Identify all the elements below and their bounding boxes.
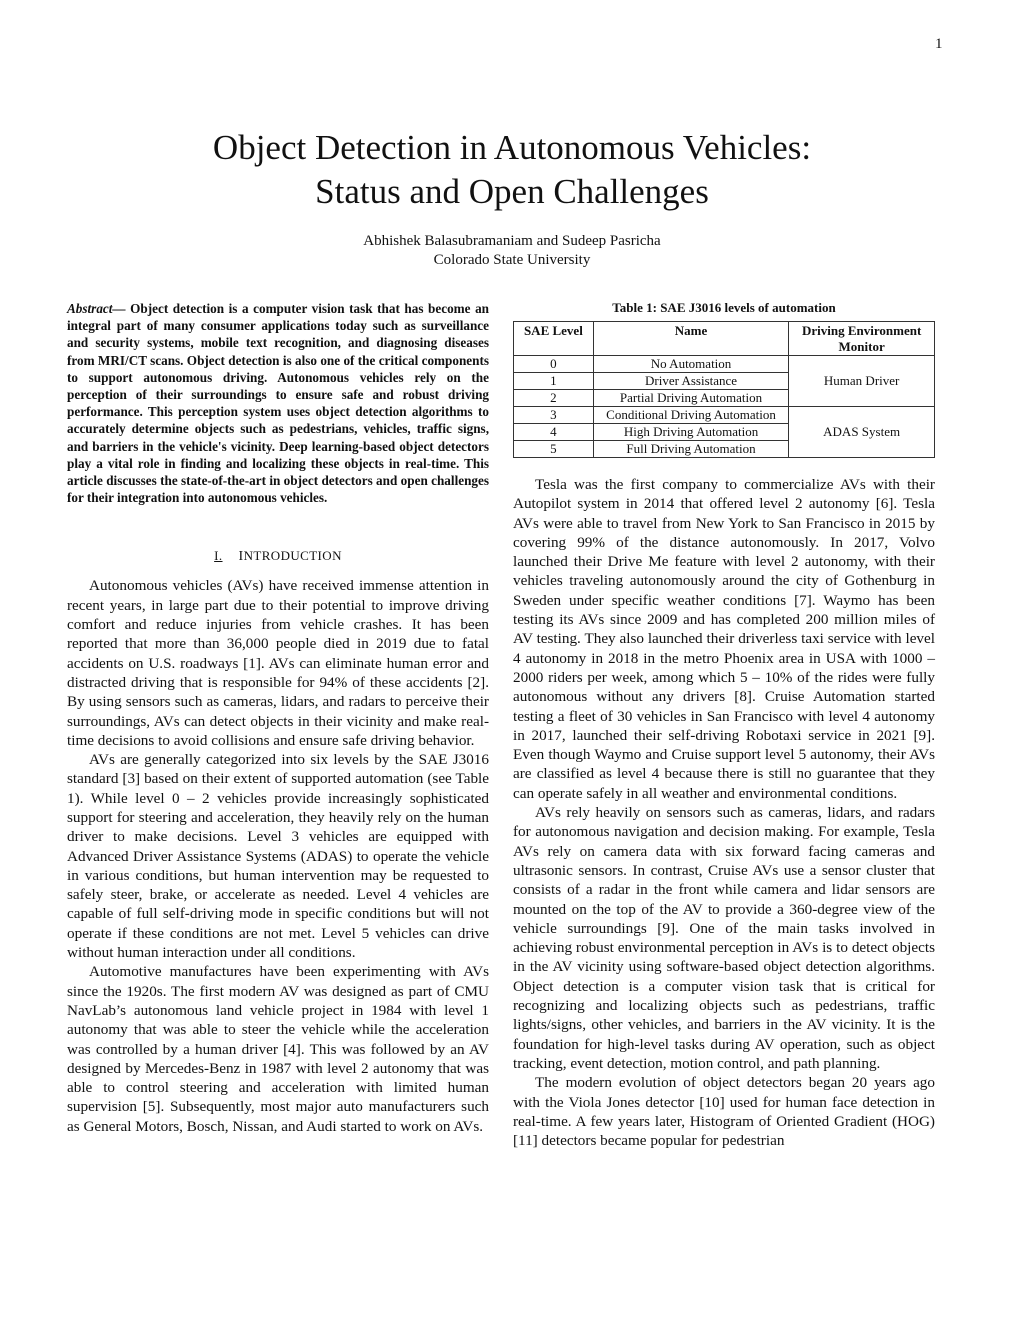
cell-level: 2 — [514, 390, 594, 407]
intro-paragraph-3: Automotive manufactures have been experimenting with AVs since the 1920s. The first modern AV was designed as part of CMU NavLab’s autonomous land vehicle project in 1984 with level 1 autonomy that was able to steer the vehicle while the acceleration was controlled by a human driver [4]. This was followed by an AV designed by Mercedes-Benz in 1987 with level 2 autonomy that was able to control steering and acceleration with limited human supervision [5]. Subsequently, most major auto manufacturers such as General Motors, Bosch, Nissan, and Audi started to work on AVs. — [67, 963, 489, 1135]
affiliation: Colorado State University — [433, 252, 591, 268]
section-number: I. — [214, 548, 223, 564]
cell-level: 0 — [514, 356, 594, 373]
table-caption: Table 1: SAE J3016 levels of automation — [612, 300, 836, 315]
header-monitor: Driving Environment Monitor — [789, 322, 935, 356]
paper-title — [60, 126, 964, 214]
intro-paragraph-1: Autonomous vehicles (AVs) have received immense attention in recent years, in large part due to their potential to improve driving comfort and reduce injuries from vehicle crashes. It has been reported that more than 36,000 people died in 2019 due to fatal accidents on U.S. roadways [1]. AVs can eliminate human error and distracted driving that is responsible for 94% of these accidents [2]. By using sensors such as cameras, lidars, and radars to perceive their surroundings, AVs can detect objects in their vicinity and make real-time decisions to avoid collisions and ensure safe driving behavior. — [67, 577, 489, 749]
title-line-2: Status and Open Challenges — [315, 172, 709, 211]
cell-name: Driver Assistance — [593, 373, 788, 390]
authors: Abhishek Balasubramaniam and Sudeep Pasricha — [363, 233, 661, 249]
section-title-rest: NTRODUCTION — [243, 548, 342, 564]
cell-name: No Automation — [593, 356, 788, 373]
cell-monitor-adas: ADAS System — [789, 407, 935, 458]
body-paragraph-1: Tesla was the first company to commercialize AVs with their Autopilot system in 2014 that offered level 2 autonomy [6]. Tesla AVs were able to travel from New York to San Francisco in 2015 by covering 99% of the distance autonomously. In 2017, Volvo launched their Drive Me feature with level 2 autonomy, with their vehicles traveling autonomously around the city of Gothenburg in Sweden under specific weather conditions [7]. Waymo has been testing its AVs since 2009 and has completed 200 million miles of AV testing. They also launched their driverless taxi service with level 4 autonomy in 2018 in the metro Phoenix area in USA with 1000 – 2000 riders per week, among which 5 – 10% of the rides were fully autonomous without any drivers [8]. Cruise Automation started testing a fleet of 30 vehicles in San Francisco with level 4 autonomy in 2017, launched their self-driving Robotaxi service in 2021 [9]. Even though Waymo and Cruise support level 5 autonomy, their AVs are classified as level 4 because there is still no guarantee that they can operate safely in all weather and environmental conditions. — [513, 476, 935, 802]
cell-name: Conditional Driving Automation — [593, 407, 788, 424]
cell-level: 3 — [514, 407, 594, 424]
abstract — [67, 300, 489, 506]
right-column — [513, 300, 935, 1150]
left-column — [67, 300, 489, 1136]
sae-levels-table — [513, 321, 935, 458]
cell-monitor-human: Human Driver — [789, 356, 935, 407]
body-paragraph-3: The modern evolution of object detectors began 20 years ago with the Viola Jones detector [10] used for human face detection in real-time. A few years later, Histogram of Oriented Gradient (HOG) [11] detectors became popular for pedestrian — [513, 1074, 935, 1150]
table-row — [514, 356, 935, 373]
table-header-row — [514, 322, 935, 356]
cell-level: 4 — [514, 424, 594, 441]
section-heading — [67, 548, 489, 565]
page-number: 1 — [935, 36, 943, 52]
cell-name: Full Driving Automation — [593, 441, 788, 458]
header-sae-level: SAE Level — [514, 322, 594, 356]
title-line-1: Object Detection in Autonomous Vehicles: — [212, 128, 812, 167]
intro-paragraph-2: AVs are generally categorized into six levels by the SAE J3016 standard [3] based on their extent of supported automation (see Table 1). While level 0 – 2 vehicles provide increasingly sophisticated support for steering and acceleration, they heavily rely on the human driver to make decisions. Level 3 vehicles are equipped with Advanced Driver Assistance Systems (ADAS) to operate the vehicle in various conditions, but human intervention may be requested to safely steer, brake, or accelerate as needed. Level 4 vehicles are capable of full self-driving mode in specific conditions but will not operate if these conditions are not met. Level 5 vehicles can drive without human interaction under all conditions. — [67, 751, 489, 962]
table-row — [514, 407, 935, 424]
abstract-label: Abstract— — [67, 301, 126, 316]
body-paragraph-2: AVs rely heavily on sensors such as cameras, lidars, and radars for autonomous navigation and decision making. For example, Tesla AVs rely on camera data with six forward facing cameras and ultrasonic sensors. In contrast, Cruise AVs use a sensor cluster that consists of a radar in the front while camera and lidar sensors are mounted on the top of the AV to provide a 360-degree view of the vehicle surroundings [9]. One of the main tasks involved in achieving robust environmental perception in AVs is to detect objects in the AV vicinity using software-based object detection algorithms. Object detection is a computer vision task that is critical for recognizing and localizing objects such as pedestrians, traffic lights/signs, other vehicles, and barriers in the AV vicinity. It is the foundation for high-level tasks during AV operation, such as object tracking, event detection, motion control, and path planning. — [513, 804, 935, 1072]
cell-name: Partial Driving Automation — [593, 390, 788, 407]
author-block — [60, 232, 964, 270]
cell-level: 1 — [514, 373, 594, 390]
header-name: Name — [593, 322, 788, 356]
cell-name: High Driving Automation — [593, 424, 788, 441]
abstract-text: Object detection is a computer vision task that has become an integral part of many consumer applications today such as surveillance and security systems, mobile text recognition, and diagnosing diseases from MRI/CT scans. Object detection is also one of the critical components to support autonomous driving. Autonomous vehicles rely on the perception of their surroundings to ensure safe and robust driving performance. This perception system uses object detection algorithms to accurately determine objects such as pedestrians, vehicles, traffic signs, and barriers in the vehicle's vicinity. Deep learning-based object detectors play a vital role in finding and localizing these objects in real-time. This article discusses the state-of-the-art in object detectors and open challenges for their integration into autonomous vehicles. — [67, 301, 489, 506]
section-title-initial: I — [238, 549, 244, 565]
cell-level: 5 — [514, 441, 594, 458]
